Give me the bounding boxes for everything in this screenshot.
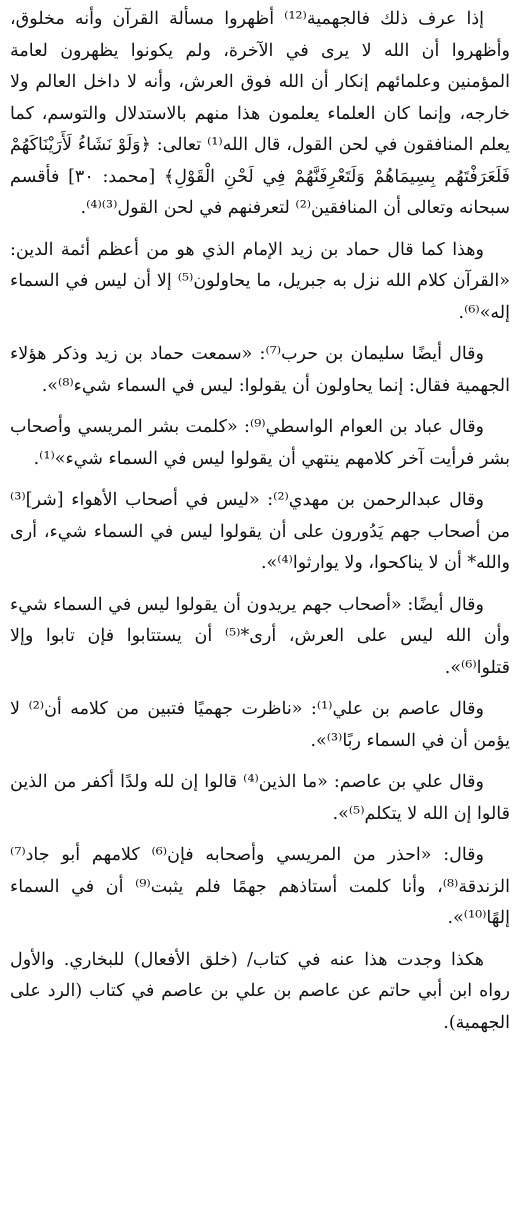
paragraph-abdulrahman-also: وقال أيضًا: «أصحاب جهم يريدون أن يقولوا ليس في السماء شيء وأن الله ليس على العرش، أرى*⁽⁵⁾ أن يستتابوا فإن تابوا وإلا قتلوا⁽⁶⁾». bbox=[10, 594, 510, 678]
paragraph-jahmiyya-intro: إذا عرف ذلك فالجهمية⁽¹²⁾ أظهروا مسألة القرآن وأنه مخلوق، وأظهروا أن الله لا يرى في الآخرة، ولم يكونوا يظهرون لعامة المؤمنين وعلمائهم إنكار أن الله فوق العرش، وأنه لا داخل العالم ولا خارجه، وإنما كان العلماء يعلمون هذا منهم بالاستدلال والتوسم، كما يعلم المنافقون في لحن القول، قال الله⁽¹⁾ تعالى: ﴿وَلَوْ نَشَاءُ لَأَرَيْنَاكَهُمْ فَلَعَرَفْتَهُم بِسِيمَاهُمْ وَلَتَعْرِفَنَّهُمْ فِي لَحْنِ الْقَوْلِ﴾ [محمد: ٣٠] فأقسم سبحانه وتعالى أن المنافقين⁽²⁾ لتعرفنهم في لحن القول⁽³⁾⁽⁴⁾. bbox=[10, 9, 510, 218]
paragraph-asim-ibn-ali: وقال عاصم بن علي⁽¹⁾: «ناظرت جهميًا فتبين من كلامه أن⁽²⁾ لا يؤمن أن في السماء ربًا⁽³⁾». bbox=[10, 699, 510, 751]
paragraph-sulayman-ibn-harb: وقال أيضًا سليمان بن حرب⁽⁷⁾: «سمعت حماد بن زيد وذكر هؤلاء الجهمية فقال: إنما يحاولون أن يقولوا: ليس في السماء شيء⁽⁸⁾». bbox=[10, 344, 510, 396]
paragraph-abbad-ibn-al-awwam: وقال عباد بن العوام الواسطي⁽⁹⁾: «كلمت بشر المريسي وأصحاب بشر فرأيت آخر كلامهم ينتهي أن يقولوا ليس في السماء شيء»⁽¹⁾. bbox=[10, 417, 510, 469]
paragraph-beware-marisi: وقال: «احذر من المريسي وأصحابه فإن⁽⁶⁾ كلامهم أبو جاد⁽⁷⁾ الزندقة⁽⁸⁾، وأنا كلمت أستاذهم جهمًا فلم يثبت⁽⁹⁾ أن في السماء إلهًا⁽¹⁰⁾». bbox=[10, 845, 510, 928]
paragraph-hammad-ibn-zayd: وهذا كما قال حماد بن زيد الإمام الذي هو من أعظم أئمة الدين: «القرآن كلام الله نزل به جبريل، ما يحاولون⁽⁵⁾ إلا أن ليس في السماء إله»⁽⁶⁾. bbox=[10, 239, 510, 323]
paragraph-source-note: هكذا وجدت هذا عنه في كتاب/ (خلق الأفعال) للبخاري. والأول رواه ابن أبي حاتم عن عاصم بن علي بن عاصم في كتاب (الرد على الجهمية). bbox=[10, 949, 510, 1033]
paragraph-abdulrahman-ibn-mahdi: وقال عبدالرحمن بن مهدي⁽²⁾: «ليس في أصحاب الأهواء [شر]⁽³⁾ من أصحاب جهم يَدُورون على أن يقولوا ليس في السماء شيء، أرى والله* أن لا يناكحوا، ولا يوارثوا⁽⁴⁾». bbox=[10, 490, 510, 573]
paragraph-ali-ibn-asim: وقال علي بن عاصم: «ما الذين⁽⁴⁾ قالوا إن لله ولدًا أكفر من الذين قالوا إن الله لا يتكلم⁽⁵⁾». bbox=[10, 772, 510, 824]
